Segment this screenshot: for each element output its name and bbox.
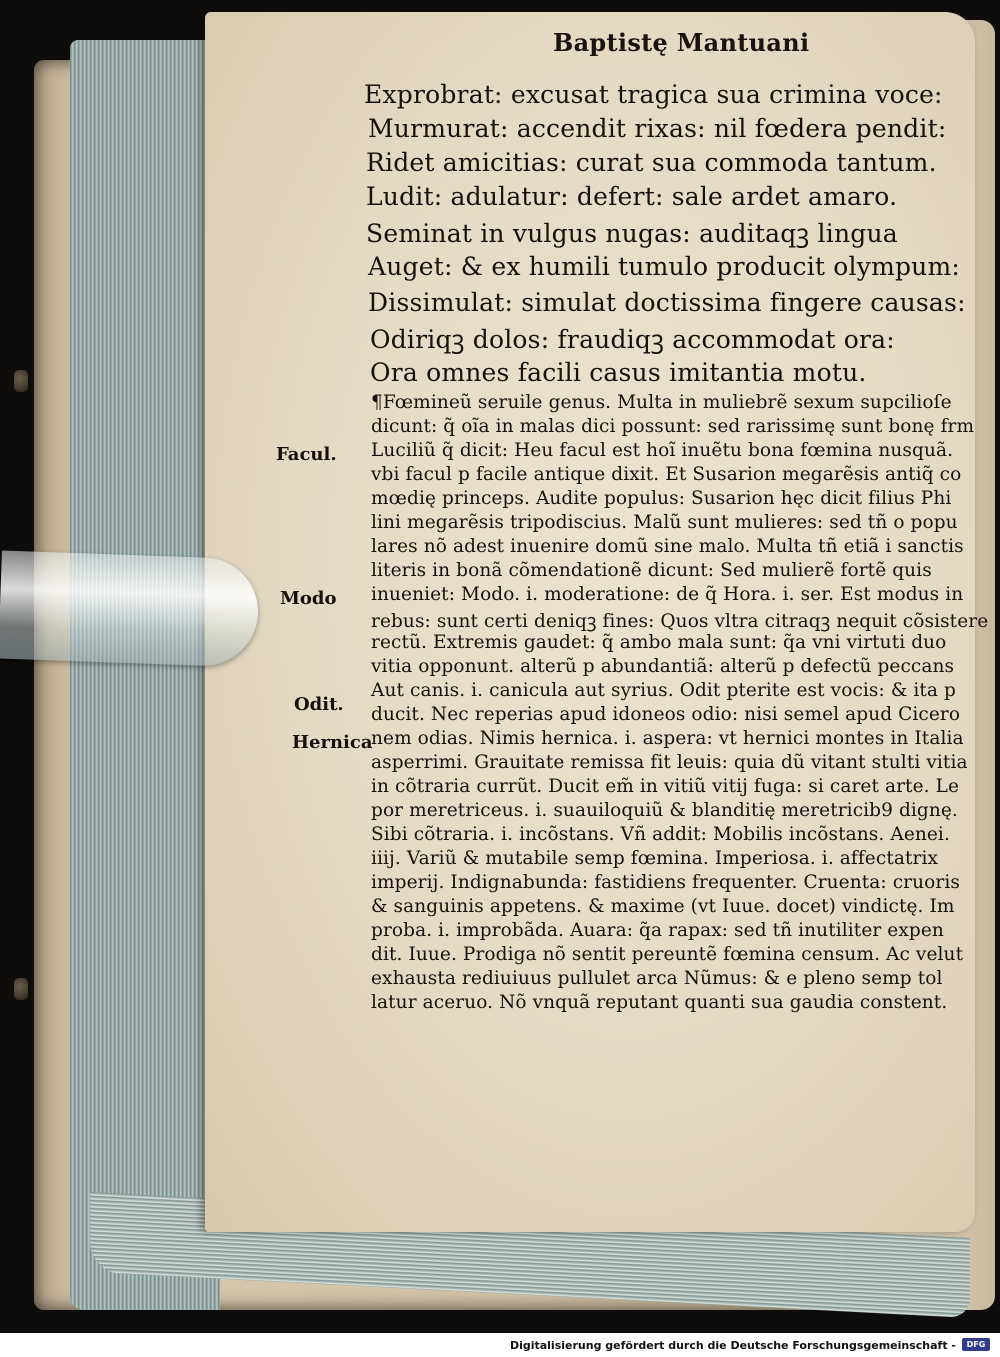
commentary-line: in cõtraria currũt. Ducit em̃ in vitiũ vitij fuga: si caret arte. Le: [371, 776, 960, 797]
commentary-line: lares nõ adest inuenire domũ sine malo. Multa tñ etiã i sanctis: [371, 536, 964, 557]
commentary-line: mœdię princeps. Audite populus: Susarion hęc dicit filius Phi: [371, 488, 952, 509]
commentary-line: vbi facul p facile antique dixit. Et Susarion megarẽsis antiq̃ co: [371, 464, 962, 485]
commentary-line: exhausta rediuiuus pullulet arca Nũmus: & e pleno semp tol: [371, 968, 943, 989]
verse-line: Ludit: adulatur: defert: sale ardet amaro.: [366, 182, 898, 211]
commentary-line: literis in bonã cõmendationẽ dicunt: Sed mulierẽ fortẽ quis: [371, 560, 932, 581]
margin-note-odit: Odit.: [294, 694, 344, 715]
verse-line: Ridet amicitias: curat sua commoda tantum.: [366, 148, 937, 177]
commentary-line: latur aceruo. Nõ vnquã reputant quanti sua gaudia constent.: [371, 992, 948, 1013]
commentary-line: por meretriceus. i. suauiloquiũ & blanditię meretricib9 dignę.: [371, 800, 958, 821]
commentary-line: inueniet: Modo. i. moderatione: de q̃ Hora. i. ser. Est modus in: [371, 584, 964, 605]
commentary-line: Aut canis. i. canicula aut syrius. Odit pterite est vocis: & ita p: [371, 680, 956, 701]
commentary-line: Luciliũ q̃ dicit: Heu facul est hoĩ inuẽtu bona fœmina nusquã.: [371, 440, 954, 461]
margin-note-facul: Facul.: [276, 444, 337, 465]
commentary-line: dicunt: q̃ oĩa in malas dici possunt: sed rarissimę sunt bonę frm: [371, 416, 975, 437]
commentary-line: Sibi cõtraria. i. incõstans. Vñ addit: Mobilis incõstans. Aenei.: [371, 824, 950, 845]
commentary-line: iiij. Variũ & mutabile semp fœmina. Imperiosa. i. affectatrix: [371, 848, 939, 869]
verse-line: Odiriqꝫ dolos: fraudiqꝫ accommodat ora:: [370, 325, 895, 354]
verse-line: Murmurat: accendit rixas: nil fœdera pendit:: [368, 114, 947, 143]
margin-note-modo: Modo: [280, 588, 337, 609]
commentary-line: rebus: sunt certi deniqꝫ fines: Quos vltra citraqꝫ nequit cõsistere: [371, 611, 989, 632]
verse-line: Exprobrat: excusat tragica sua crimina voce:: [364, 80, 943, 109]
commentary-line: asperrimi. Grauitate remissa fit leuis: quia dũ vitant stulti vitia: [371, 752, 968, 773]
verse-line: Ora omnes facili casus imitantia motu.: [370, 358, 867, 387]
commentary-line: rectũ. Extremis gaudet: q̃ ambo mala sunt: q̃a vni virtuti duo: [371, 632, 947, 653]
commentary-line: lini megarẽsis tripodiscius. Malũ sunt mulieres: sed tñ o popu: [371, 512, 958, 533]
commentary-line: nem odias. Nimis hernica. i. aspera: vt hernici montes in Italia: [371, 728, 964, 749]
verse-line: Seminat in vulgus nugas: auditaqꝫ lingua: [366, 219, 898, 248]
commentary-line: ducit. Nec reperias apud idoneos odio: nisi semel apud Cicero: [371, 704, 961, 725]
commentary-line: vitia opponunt. alterũ p abundantiã: alterũ p defectũ peccans: [371, 656, 955, 677]
verse-line: Dissimulat: simulat doctissima fingere causas:: [368, 288, 966, 317]
running-header: Baptistę Mantuani: [553, 28, 810, 57]
commentary-line: proba. i. improbãda. Auara: q̃a rapax: sed tñ inutiliter expen: [371, 920, 944, 941]
digitization-credit: Digitalisierung gefördert durch die Deutsche Forschungsgemeinschaft -: [509, 1339, 956, 1352]
commentary-line: ¶Fœmineũ seruile genus. Multa in muliebrẽ sexum supcilioſe: [371, 392, 952, 413]
dfg-logo: DFG: [962, 1338, 990, 1351]
commentary-line: imperij. Indignabunda: fastidiens frequenter. Cruenta: cruoris: [371, 872, 960, 893]
margin-note-hernica: Hernica: [292, 732, 373, 753]
commentary-line: & sanguinis appetens. & maxime (vt Iuue. docet) vindictę. Im: [371, 896, 955, 917]
commentary-line: dit. Iuue. Prodiga nõ sentit pereuntẽ fœmina censum. Ac velut: [371, 944, 964, 965]
glass-page-weight: [0, 551, 260, 668]
verse-line: Auget: & ex humili tumulo producit olympum:: [368, 252, 961, 281]
